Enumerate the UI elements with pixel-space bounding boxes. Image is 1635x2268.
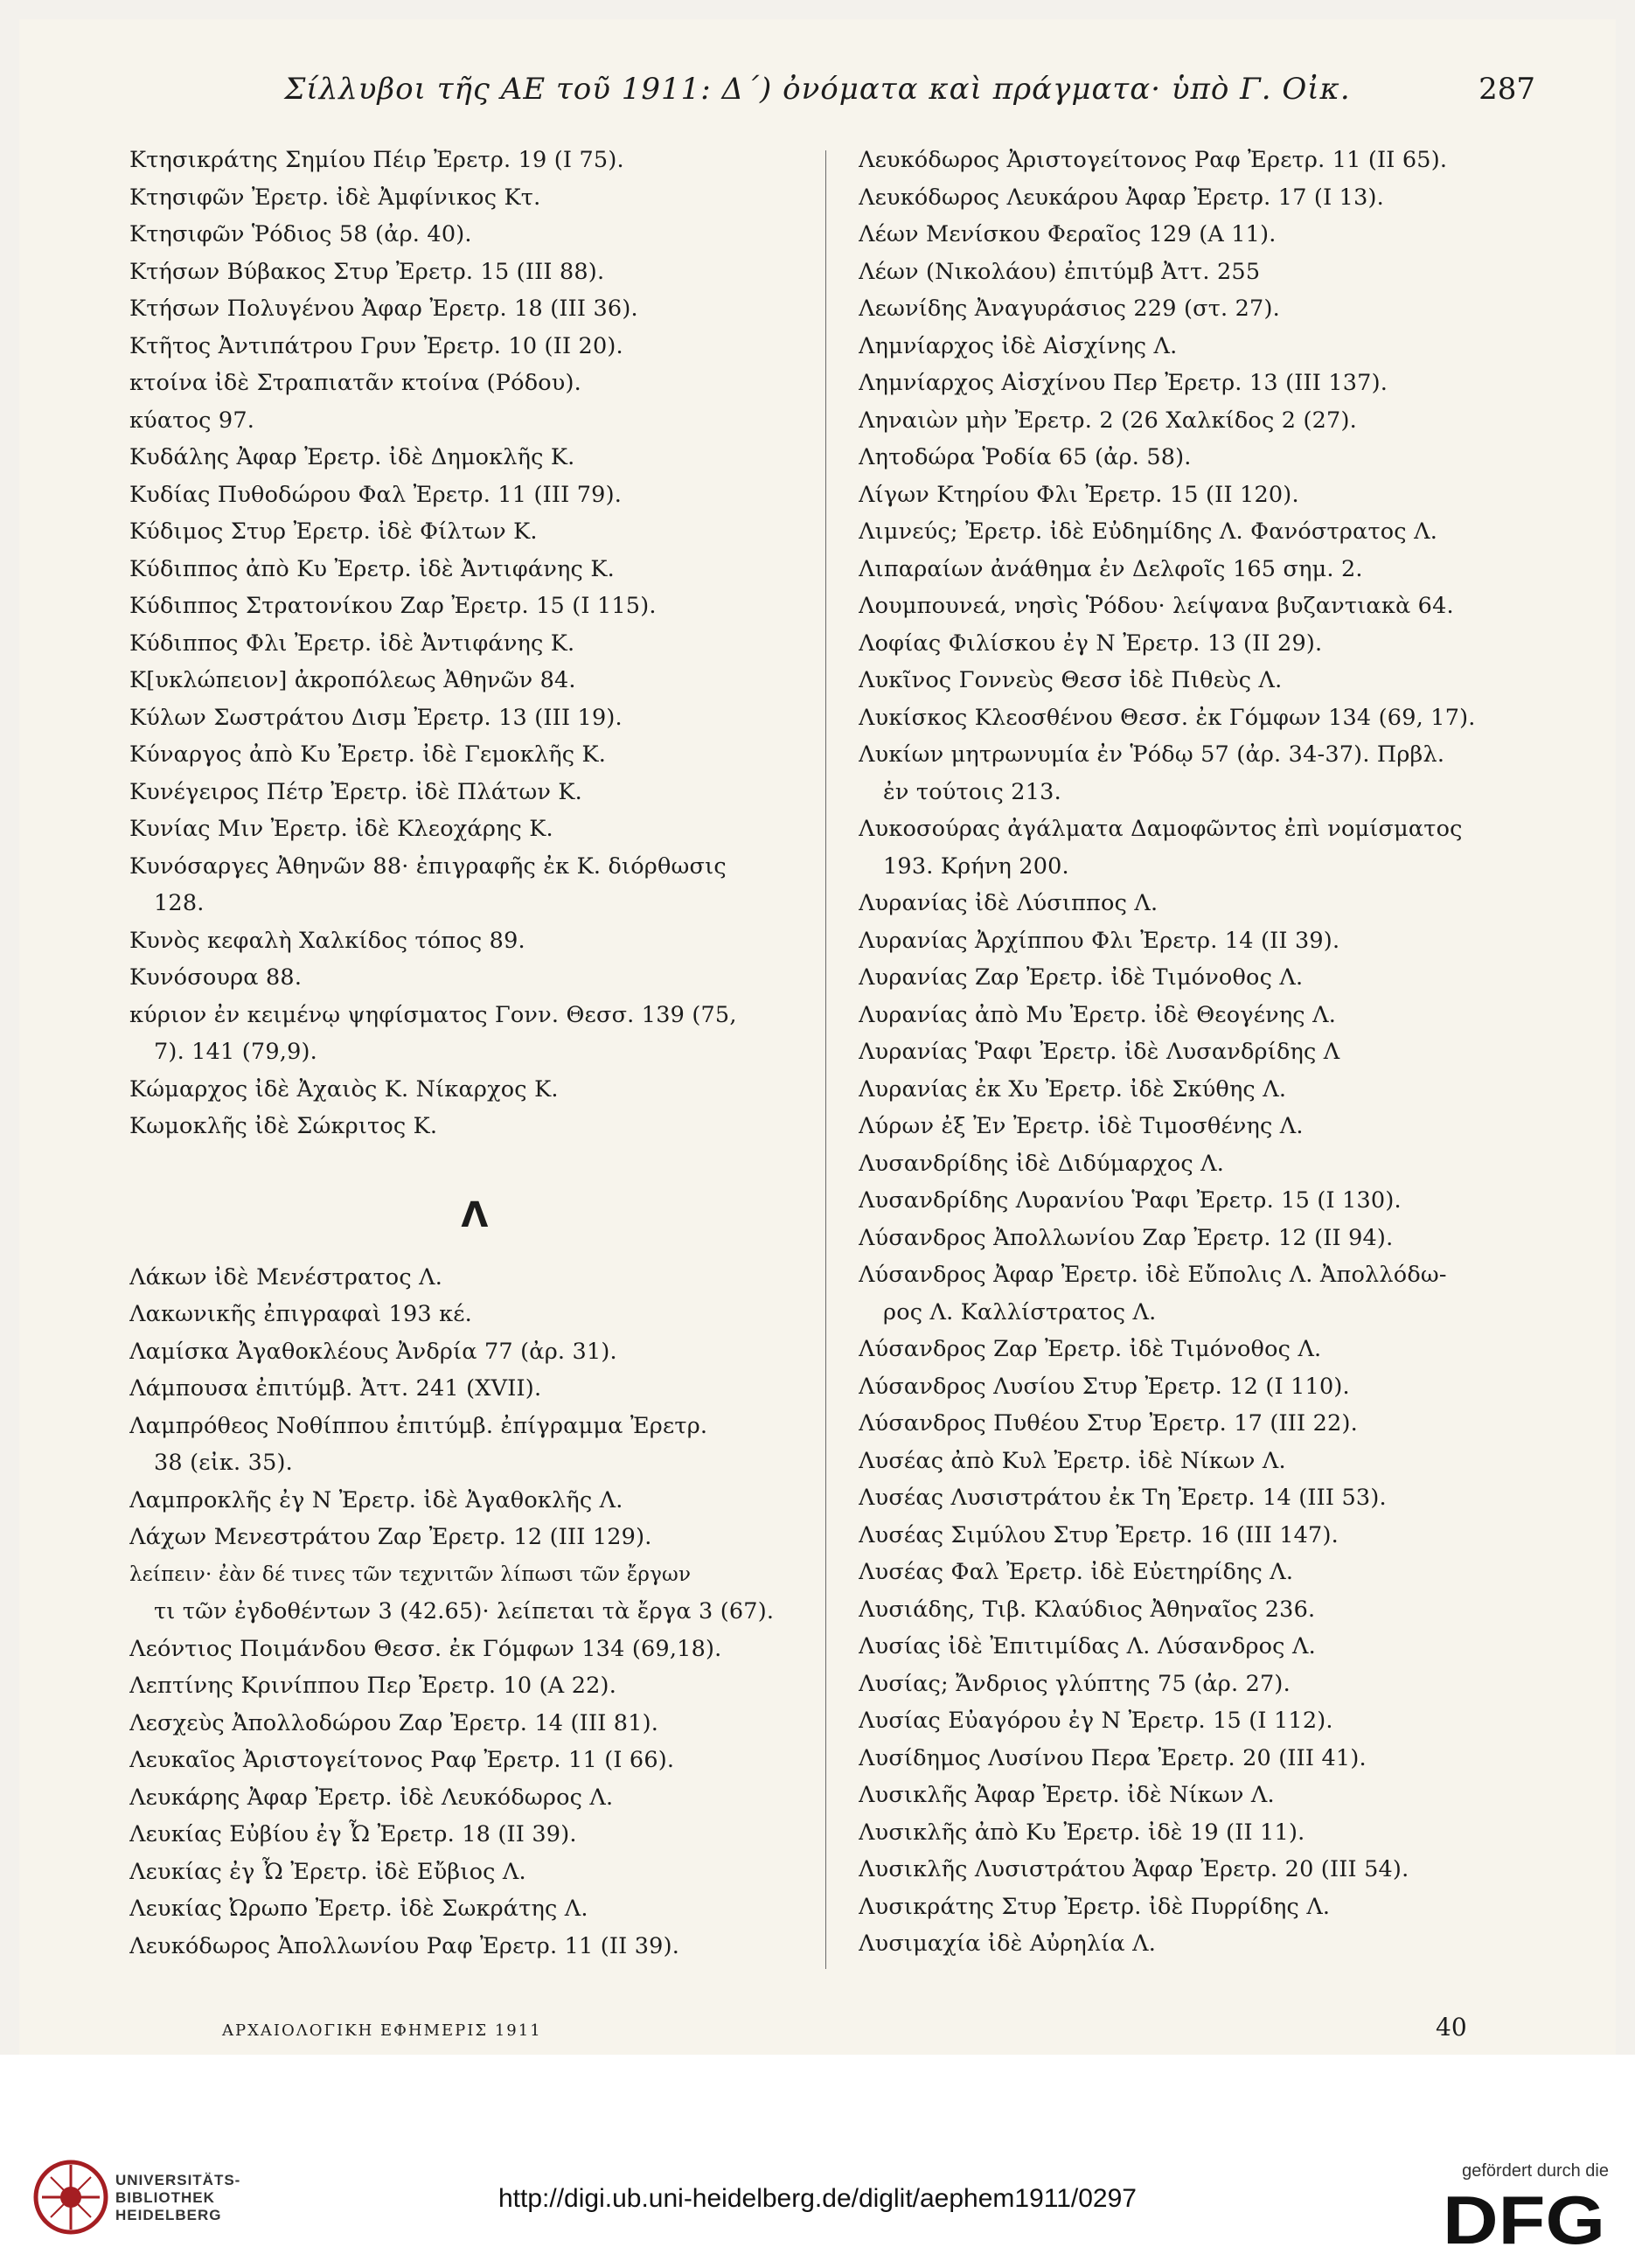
index-entry: Λύσανδρος Ἀπολλωνίου Ζαρ Ἐρετρ. 12 (ΙΙ 94). <box>859 1224 1394 1251</box>
index-entry: Κυνόσαργες Ἀθηνῶν 88· ἐπιγραφῆς ἐκ Κ. διόρθωσις <box>129 852 727 880</box>
permalink-url[interactable]: http://digi.ub.uni-heidelberg.de/diglit/aephem1911/0297 <box>498 2184 1137 2213</box>
index-entry: Λευκάρης Ἀφαρ Ἐρετρ. ἰδὲ Λευκόδωρος Λ. <box>129 1784 614 1811</box>
index-entry: Κτησικράτης Σημίου Πέιρ Ἐρετρ. 19 (Ι 75). <box>129 147 624 173</box>
index-entry: Λυκίσκος Κλεοσθένου Θεσσ. ἐκ Γόμφων 134 (69, 17). <box>859 704 1476 731</box>
index-entry: Λοφίας Φιλίσκου ἐγ Ν Ἐρετρ. 13 (ΙΙ 29). <box>859 630 1323 657</box>
index-entry: λείπειν· ἐὰν δέ τινες τῶν τεχνιτῶν λίπωσι τῶν ἔργων <box>129 1562 692 1586</box>
scanned-page <box>19 19 1616 2055</box>
dfg-logo-icon <box>1443 2186 1609 2249</box>
index-entry: Λυσιάδης, Τιβ. Κλαύδιος Ἀθηναῖος 236. <box>859 1596 1316 1623</box>
index-entry: Λεπτίνης Κρινίππου Περ Ἐρετρ. 10 (Α 22). <box>129 1673 617 1699</box>
index-entry: Λυκίων μητρωνυμία ἐν Ῥόδῳ 57 (ἀρ. 34-37). Πρβλ. <box>859 741 1445 768</box>
index-entry: Κτησιφῶν Ἐρετρ. ἰδὲ Ἀμφίνικος Κτ. <box>129 184 541 211</box>
index-entry: Λεσχεὺς Ἀπολλοδώρου Ζαρ Ἐρετρ. 14 (ΙΙΙ 81). <box>129 1709 659 1736</box>
index-entry: Κυδίας Πυθοδώρου Φαλ Ἐρετρ. 11 (ΙΙΙ 79). <box>129 481 623 508</box>
index-entry: Λευκόδωρος Λευκάρου Ἀφαρ Ἐρετρ. 17 (Ι 13). <box>859 184 1384 211</box>
index-entry: Λιμνεύς; Ἐρετρ. ἰδὲ Εὐδημίδης Λ. Φανόστρατος Λ. <box>859 518 1438 545</box>
index-entry: Λυσιμαχία ἰδὲ Αὐρηλία Λ. <box>859 1931 1157 1957</box>
index-entry: Λυσανδρίδης Λυρανίου Ῥαφι Ἐρετρ. 15 (Ι 130). <box>859 1187 1402 1214</box>
index-entry: Λυκῖνος Γοννεὺς Θεσσ ἰδὲ Πιθεὺς Λ. <box>859 667 1283 693</box>
index-entry: Λεωνίδης Ἀναγυράσιος 229 (στ. 27). <box>859 296 1280 322</box>
index-entry: Κυνόσουρα 88. <box>129 964 303 991</box>
index-entry: Κωμοκλῆς ἰδὲ Σώκριτος Κ. <box>129 1113 438 1139</box>
index-entry: Λυρανίας ἀπὸ Μυ Ἐρετρ. ἰδὲ Θεογένης Λ. <box>859 1001 1337 1028</box>
index-entry: Λυσίας Εὐαγόρου ἐγ Ν Ἐρετρ. 15 (Ι 112). <box>859 1708 1333 1734</box>
index-entry: Λυρανίας Ζαρ Ἐρετρ. ἰδὲ Τιμόνοθος Λ. <box>859 964 1304 991</box>
index-entry: Λακωνικῆς ἐπιγραφαὶ 193 κέ. <box>129 1301 472 1327</box>
funding-note: gefördert durch die <box>1462 2161 1609 2181</box>
index-entry: Λυρανίας Ἀρχίππου Φλι Ἐρετρ. 14 (ΙΙ 39). <box>859 927 1340 954</box>
index-entry: Κ[υκλώπειον] ἀκροπόλεως Ἀθηνῶν 84. <box>129 667 576 693</box>
index-entry: Λάχων Μενεστράτου Ζαρ Ἐρετρ. 12 (ΙΙΙ 129). <box>129 1524 652 1550</box>
index-entry: Λύσανδρος Ἀφαρ Ἐρετρ. ἰδὲ Εὔπολις Λ. Ἀπολλόδω- <box>859 1262 1447 1288</box>
page-title: Σίλλυβοι τῆς ΑΕ τοῦ 1911: Δ΄) ὀνόματα καὶ πράγματα· ὑπὸ Γ. Οἰκ. <box>284 72 1351 107</box>
index-entry: Λυσίας; Ἄνδριος γλύπτης 75 (ἀρ. 27). <box>859 1670 1291 1697</box>
index-entry: Λυσικλῆς ἀπὸ Κυ Ἐρετρ. ἰδὲ 19 (ΙΙ 11). <box>859 1819 1305 1846</box>
index-entry: Λυκοσούρας ἀγάλματα Δαμοφῶντος ἐπὶ νομίσματος <box>859 816 1463 842</box>
index-entry: Λυσικράτης Στυρ Ἐρετρ. ἰδὲ Πυρρίδης Λ. <box>859 1893 1331 1920</box>
index-entry: Λητοδώρα Ῥοδία 65 (ἀρ. 58). <box>859 444 1192 470</box>
index-entry: Λευκαῖος Ἀριστογείτονος Ραφ Ἐρετρ. 11 (Ι 66). <box>129 1747 675 1773</box>
index-entry: Λυσίας ἰδὲ Ἐπιτιμίδας Λ. Λύσανδρος Λ. <box>859 1633 1316 1659</box>
index-entry: 193. Κρήνη 200. <box>883 852 1069 880</box>
index-entry: Λάκων ἰδὲ Μενέστρατος Λ. <box>129 1263 443 1291</box>
index-entry: Λυρανίας Ῥαφι Ἐρετρ. ἰδὲ Λυσανδρίδης Λ <box>859 1039 1340 1065</box>
index-entry: Λύσανδρος Λυσίου Στυρ Ἐρετρ. 12 (Ι 110). <box>859 1373 1350 1400</box>
index-entry: Κτήσων Πολυγένου Ἀφαρ Ἐρετρ. 18 (ΙΙΙ 36). <box>129 296 638 322</box>
index-entry: τι τῶν ἐγδοθέντων 3 (42.65)· λείπεται τὰ ἔργα 3 (67). <box>154 1598 775 1624</box>
index-entry: Λυσέας Σιμύλου Στυρ Ἐρετρ. 16 (ΙΙΙ 147). <box>859 1521 1339 1548</box>
index-entry: Κύδιμος Στυρ Ἐρετρ. ἰδὲ Φίλτων Κ. <box>129 518 538 545</box>
index-entry: Κτήσων Βύβακος Στυρ Ἐρετρ. 15 (ΙΙΙ 88). <box>129 258 605 285</box>
index-entry: Λημνίαρχος Αἰσχίνου Περ Ἐρετρ. 13 (ΙΙΙ 137). <box>859 370 1388 396</box>
index-entry: Λημνίαρχος ἰδὲ Αἰσχίνης Λ. <box>859 332 1178 359</box>
index-entry: Λευκίας Εὐβίου ἐγ Ὦ Ἐρετρ. 18 (ΙΙ 39). <box>129 1821 577 1847</box>
dfg-logo-text: DFG <box>1443 2186 1605 2249</box>
index-entry: Λευκόδωρος Ἀπολλωνίου Ραφ Ἐρετρ. 11 (ΙΙ 39). <box>129 1932 680 1959</box>
index-entry: Ληναιὼν μὴν Ἐρετρ. 2 (26 Χαλκίδος 2 (27). <box>859 407 1357 434</box>
index-entry: 7). 141 (79,9). <box>154 1039 317 1065</box>
library-name-line: HEIDELBERG <box>115 2207 222 2223</box>
index-entry: Λάμπουσα ἐπιτύμβ. Ἀττ. 241 (XVII). <box>129 1375 542 1402</box>
index-entry: Λευκίας ἐγ Ὦ Ἐρετρ. ἰδὲ Εὔβιος Λ. <box>129 1858 526 1885</box>
index-entry: Κυνέγειρος Πέτρ Ἐρετρ. ἰδὲ Πλάτων Κ. <box>129 778 582 805</box>
index-entry: Κύδιππος Φλι Ἐρετρ. ἰδὲ Ἀντιφάνης Κ. <box>129 630 575 657</box>
index-entry: Λευκόδωρος Ἀριστογείτονος Ραφ Ἐρετρ. 11 (ΙΙ 65). <box>859 147 1448 173</box>
index-entry: Κύλων Σωστράτου Δισμ Ἐρετρ. 13 (ΙΙΙ 19). <box>129 704 623 731</box>
index-entry: Λίγων Κτηρίου Φλι Ἐρετρ. 15 (ΙΙ 120). <box>859 481 1299 508</box>
index-entry: κύριον ἐν κειμένῳ ψηφίσματος Γονν. Θεσσ. 139 (75, <box>129 1001 737 1028</box>
running-head <box>19 72 1616 124</box>
index-entry: Λέων Μενίσκου Φεραῖος 129 (Α 11). <box>859 221 1277 247</box>
digitization-bar <box>0 2055 1635 2268</box>
index-entry: Λεόντιος Ποιμάνδου Θεσσ. ἐκ Γόμφων 134 (69,18). <box>129 1635 722 1662</box>
index-entry: κτοίνα ἰδὲ Στραπιατᾶν κτοίνα (Ρόδου). <box>129 370 581 396</box>
index-entry: Λύρων ἐξ Ἐν Ἐρετρ. ἰδὲ Τιμοσθένης Λ. <box>859 1113 1304 1139</box>
section-heading: Λ <box>461 1194 489 1235</box>
index-entry: Λυσέας ἀπὸ Κυλ Ἐρετρ. ἰδὲ Νίκων Λ. <box>859 1447 1286 1474</box>
index-entry: Λαμπροκλῆς ἐγ Ν Ἐρετρ. ἰδὲ Ἀγαθοκλῆς Λ. <box>129 1486 623 1513</box>
page-number: 287 <box>1478 72 1535 107</box>
index-entry: Κτησιφῶν Ῥόδιος 58 (ἀρ. 40). <box>129 221 472 247</box>
index-entry: Κτῆτος Ἀντιπάτρου Γρυν Ἐρετρ. 10 (ΙΙ 20). <box>129 332 623 359</box>
index-entry: Κυνὸς κεφαλὴ Χαλκίδος τόπος 89. <box>129 927 525 954</box>
right-column <box>859 142 1549 1963</box>
index-entry: Λυσανδρίδης ἰδὲ Διδύμαρχος Λ. <box>859 1150 1225 1177</box>
column-divider <box>825 150 826 1969</box>
index-entry: Λυσίδημος Λυσίνου Περα Ἐρετρ. 20 (ΙΙΙ 41). <box>859 1744 1367 1771</box>
index-entry: Λουμπουνεά, νησὶς Ῥόδου· λείψανα βυζαντιακὰ 64. <box>859 593 1454 619</box>
index-entry: Λέων (Νικολάου) ἐπιτύμβ Ἀττ. 255 <box>859 258 1261 285</box>
index-entry: Λύσανδρος Πυθέου Στυρ Ἐρετρ. 17 (ΙΙΙ 22). <box>859 1410 1358 1437</box>
index-entry: Λυρανίας ἰδὲ Λύσιππος Λ. <box>859 890 1158 916</box>
index-entry: κύατος 97. <box>129 407 255 434</box>
index-entry: Κυδάλης Ἀφαρ Ἐρετρ. ἰδὲ Δημοκλῆς Κ. <box>129 444 575 470</box>
library-name-line: UNIVERSITÄTS- <box>115 2172 241 2188</box>
index-entry: 128. <box>154 890 205 916</box>
journal-footer: ΑΡΧΑΙΟΛΟΓΙΚΗ ΕΦΗΜΕΡΙΣ 1911 <box>222 2021 542 2040</box>
index-entry: 38 (εἰκ. 35). <box>154 1450 293 1476</box>
index-entry: Κύδιππος Στρατονίκου Ζαρ Ἐρετρ. 15 (Ι 115). <box>129 593 657 619</box>
index-entry: Λαμίσκα Ἀγαθοκλέους Ἀνδρία 77 (ἀρ. 31). <box>129 1338 617 1365</box>
index-entry: Κυνίας Μιν Ἐρετρ. ἰδὲ Κλεοχάρης Κ. <box>129 816 553 842</box>
index-entry: Λιπαραίων ἀνάθημα ἐν Δελφοῖς 165 σημ. 2. <box>859 555 1363 582</box>
index-entry: Λυρανίας ἐκ Χυ Ἐρετρ. ἰδὲ Σκύθης Λ. <box>859 1075 1287 1103</box>
index-entry: Λυσέας Λυσιστράτου ἐκ Τη Ἐρετρ. 14 (ΙΙΙ 53). <box>859 1485 1387 1511</box>
index-entry: Λυσέας Φαλ Ἐρετρ. ἰδὲ Εὐετηρίδης Λ. <box>859 1559 1294 1585</box>
index-entry: Λύσανδρος Ζαρ Ἐρετρ. ἰδὲ Τιμόνοθος Λ. <box>859 1336 1322 1362</box>
index-entry: Κύδιππος ἀπὸ Κυ Ἐρετρ. ἰδὲ Ἀντιφάνης Κ. <box>129 555 615 582</box>
index-entry: ἐν τούτοις 213. <box>883 778 1061 805</box>
index-entry: Λαμπρόθεος Νοθίππου ἐπιτύμβ. ἐπίγραμμα Ἐρετρ. <box>129 1412 708 1439</box>
left-column <box>129 142 820 1965</box>
library-name-line: BIBLIOTHEK <box>115 2189 215 2206</box>
signature-mark: 40 <box>1436 2013 1467 2042</box>
index-entry: Λυσικλῆς Λυσιστράτου Ἀφαρ Ἐρετρ. 20 (ΙΙΙ 54). <box>859 1856 1409 1882</box>
index-entry: Λευκίας Ὠρωπο Ἐρετρ. ἰδὲ Σωκράτης Λ. <box>129 1896 588 1922</box>
index-entry: ρος Λ. Καλλίστρατος Λ. <box>883 1298 1157 1325</box>
index-entry: Κύναργος ἀπὸ Κυ Ἐρετρ. ἰδὲ Γεμοκλῆς Κ. <box>129 741 607 768</box>
index-entry: Κώμαρχος ἰδὲ Ἀχαιὸς Κ. Νίκαρχος Κ. <box>129 1075 559 1103</box>
index-entry: Λυσικλῆς Ἀφαρ Ἐρετρ. ἰδὲ Νίκων Λ. <box>859 1782 1275 1808</box>
